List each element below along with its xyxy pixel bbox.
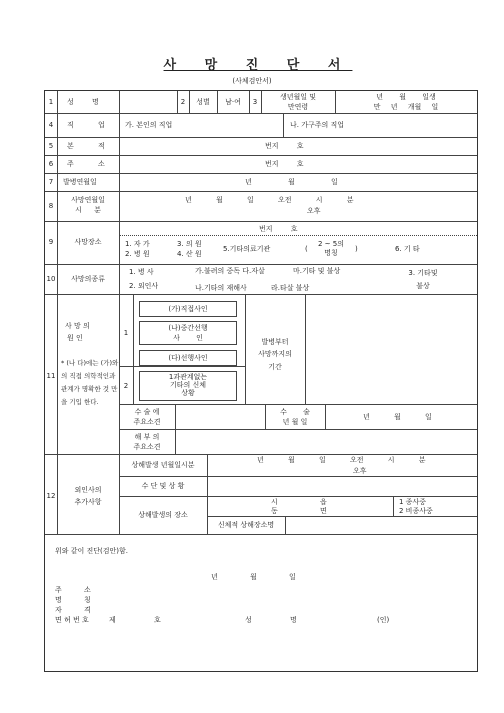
row-number: 1 xyxy=(48,98,54,106)
group-number: 2 xyxy=(123,382,129,390)
death-date-pm: 오후 xyxy=(307,207,321,215)
row-line xyxy=(45,221,477,222)
license-number-label: 면 허 번 호 xyxy=(55,616,89,624)
row-number: 5 xyxy=(48,142,54,150)
address-label: 주 소 xyxy=(67,160,105,168)
domicile-value[interactable]: 번지 호 xyxy=(265,142,304,150)
surgery-findings-label: 주요소견 xyxy=(133,418,161,426)
paren: ( xyxy=(305,245,308,253)
autopsy-findings-label: 해 부 의 xyxy=(134,433,160,441)
signature-date[interactable]: 년 월 일 xyxy=(211,573,296,581)
group-number: 1 xyxy=(123,329,129,337)
row-number: 7 xyxy=(48,178,54,186)
place-name-hint: 2 ~ 5의 xyxy=(318,240,344,248)
license-number-value[interactable]: 제 호 xyxy=(109,616,161,624)
row-number: 2 xyxy=(180,98,186,106)
row-number: 3 xyxy=(252,98,258,106)
col-line xyxy=(285,516,286,534)
direct-cause-label: (가)직접사인 xyxy=(168,305,208,313)
row-line xyxy=(45,173,477,174)
col-line xyxy=(175,429,176,454)
birth-label: 만연령 xyxy=(287,103,309,111)
col-line xyxy=(119,264,120,294)
cause-label: 원 인 xyxy=(67,334,83,342)
death-date-value[interactable]: 년 월 일 오전 시 분 xyxy=(185,196,354,204)
surgery-findings-label: 수 술 에 xyxy=(134,408,160,416)
injury-site-label: 신체적 상해장소명 xyxy=(217,521,275,529)
onset-label: 발병연월일 xyxy=(63,178,97,186)
type-other-unknown[interactable]: 마.기타 및 불상 xyxy=(293,267,341,275)
death-date-label: 시 분 xyxy=(75,206,101,214)
col-line xyxy=(325,404,326,429)
type-other: 불상 xyxy=(416,282,430,290)
underlying-cause-label: (다)선행사인 xyxy=(168,354,208,362)
occupation-label: 직 업 xyxy=(67,121,105,129)
method-label: 수 단 및 상 황 xyxy=(141,482,185,490)
place-hospital[interactable]: 2. 병 원 xyxy=(125,250,150,258)
cause-note: * (나 다)에는 (가)와의 직접 의학적인과 관계가 명확한 것 만을 기입 한다. xyxy=(61,359,119,406)
row-line xyxy=(45,155,477,156)
death-place-addr[interactable]: 번지 호 xyxy=(259,225,298,233)
col-line xyxy=(393,496,394,516)
other-condition-label: 1과관계없는 xyxy=(168,373,208,381)
death-date-label: 사망연월일 xyxy=(71,196,105,204)
death-certificate-form xyxy=(44,90,478,672)
sex-label: 성별 xyxy=(196,98,210,106)
external-cause-label: 외인사의 xyxy=(74,486,102,494)
row-line xyxy=(45,294,477,295)
row-line xyxy=(119,476,477,477)
place-other[interactable]: 6. 기 타 xyxy=(395,245,420,253)
not-at-work-option[interactable]: 2 비종사중 xyxy=(399,507,433,515)
row-number: 9 xyxy=(48,238,54,246)
type-other[interactable]: 3. 기타및 xyxy=(408,269,438,277)
place-name-hint: 명칭 xyxy=(324,249,338,257)
col-line xyxy=(119,294,120,454)
row-number: 8 xyxy=(48,202,54,210)
type-homicide[interactable]: 라.타살 불상 xyxy=(271,284,310,292)
row-line xyxy=(45,137,477,138)
type-poison-suicide[interactable]: 가.불려의 중독 다.자살 xyxy=(195,267,265,275)
birth-label: 생년월일 및 xyxy=(279,93,317,101)
death-place-label: 사망장소 xyxy=(74,238,102,246)
doctor-name-label: 성 명 xyxy=(245,616,297,624)
qualification-label: 자 격 xyxy=(55,606,91,614)
place-maternity[interactable]: 4. 산 원 xyxy=(177,250,202,258)
row-line xyxy=(45,534,477,535)
surgery-date-label: 년 월 일 xyxy=(282,418,308,426)
row-number: 4 xyxy=(48,121,54,129)
name-label: 성 명 xyxy=(67,98,107,106)
row-number: 10 xyxy=(46,275,56,283)
injury-place-town[interactable]: 동 면 xyxy=(271,507,327,515)
at-work-option[interactable]: 1 종사중 xyxy=(399,498,426,506)
place-home[interactable]: 1. 자 가 xyxy=(125,240,150,248)
intermediate-cause-label: (나)중간선행 xyxy=(168,324,208,332)
external-cause-label: 추가사항 xyxy=(74,498,102,506)
surgery-date-value[interactable]: 년 월 일 xyxy=(363,413,432,421)
seal-mark: (인) xyxy=(377,616,390,624)
row-line xyxy=(45,113,477,114)
injury-time-value[interactable]: 년 월 일 오전 시 분 xyxy=(257,456,426,464)
birth-value[interactable]: 년 월 일생 xyxy=(376,93,436,101)
col-line xyxy=(133,294,134,404)
row-line xyxy=(45,264,477,265)
other-condition-label: 상황 xyxy=(181,389,195,397)
injury-place-city[interactable]: 시 읍 xyxy=(271,498,327,506)
page-title: 사 망 진 단 서 xyxy=(163,58,353,73)
domicile-label: 본 적 xyxy=(67,142,105,150)
row-number: 11 xyxy=(46,372,56,380)
interval-label: 기간 xyxy=(268,363,282,371)
injury-time-pm: 오후 xyxy=(353,467,367,475)
place-other-medical[interactable]: 5.기타의료기관 xyxy=(223,245,271,253)
col-line xyxy=(175,404,176,429)
type-external[interactable]: 2. 외인사 xyxy=(129,282,159,290)
col-line xyxy=(119,91,120,264)
row-number: 6 xyxy=(48,160,54,168)
age-value[interactable]: 만 년 개월 일 xyxy=(373,103,439,111)
autopsy-findings-label: 주요소견 xyxy=(133,443,161,451)
intermediate-cause-label: 사 인 xyxy=(173,334,203,342)
cause-label: 사 망 의 xyxy=(65,322,90,330)
row-number: 12 xyxy=(46,492,56,500)
statement: 위와 같이 진단(검안)함. xyxy=(55,547,128,555)
surgery-date-label: 수 술 xyxy=(280,408,310,416)
row-line xyxy=(119,366,245,367)
type-other-accident[interactable]: 나.기타의 재해사 xyxy=(195,284,247,292)
occupation-head[interactable]: 나. 가구주의 직업 xyxy=(290,121,345,129)
place-clinic[interactable]: 3. 의 원 xyxy=(177,240,202,248)
injury-time-label: 상해발생 년월일시분 xyxy=(131,461,195,469)
type-disease[interactable]: 1. 병 사 xyxy=(129,268,154,276)
row-line xyxy=(119,404,477,405)
page-subtitle: (사체검안서) xyxy=(232,77,272,85)
col-line xyxy=(57,91,58,534)
col-line xyxy=(283,113,284,137)
address-value[interactable]: 번지 호 xyxy=(265,160,304,168)
death-type-label: 사망의종류 xyxy=(71,275,105,283)
other-condition-label: 기타의 신체 xyxy=(169,381,207,389)
paren: ) xyxy=(355,245,358,253)
institution-name-label: 명 칭 xyxy=(55,596,91,604)
onset-value[interactable]: 년 월 일 xyxy=(245,178,338,186)
row-line xyxy=(119,235,477,236)
injury-place-label: 상해발생의 장소 xyxy=(138,511,188,519)
doctor-address-label: 주 소 xyxy=(55,586,91,594)
row-line xyxy=(45,191,477,192)
interval-label: 사망까지의 xyxy=(258,350,292,358)
col-line xyxy=(305,294,306,404)
row-line xyxy=(207,516,477,517)
row-line xyxy=(119,429,477,430)
occupation-self[interactable]: 가. 본인의 직업 xyxy=(125,121,173,129)
sex-options: 남·여 xyxy=(225,98,241,106)
interval-label: 발병부터 xyxy=(261,338,289,346)
